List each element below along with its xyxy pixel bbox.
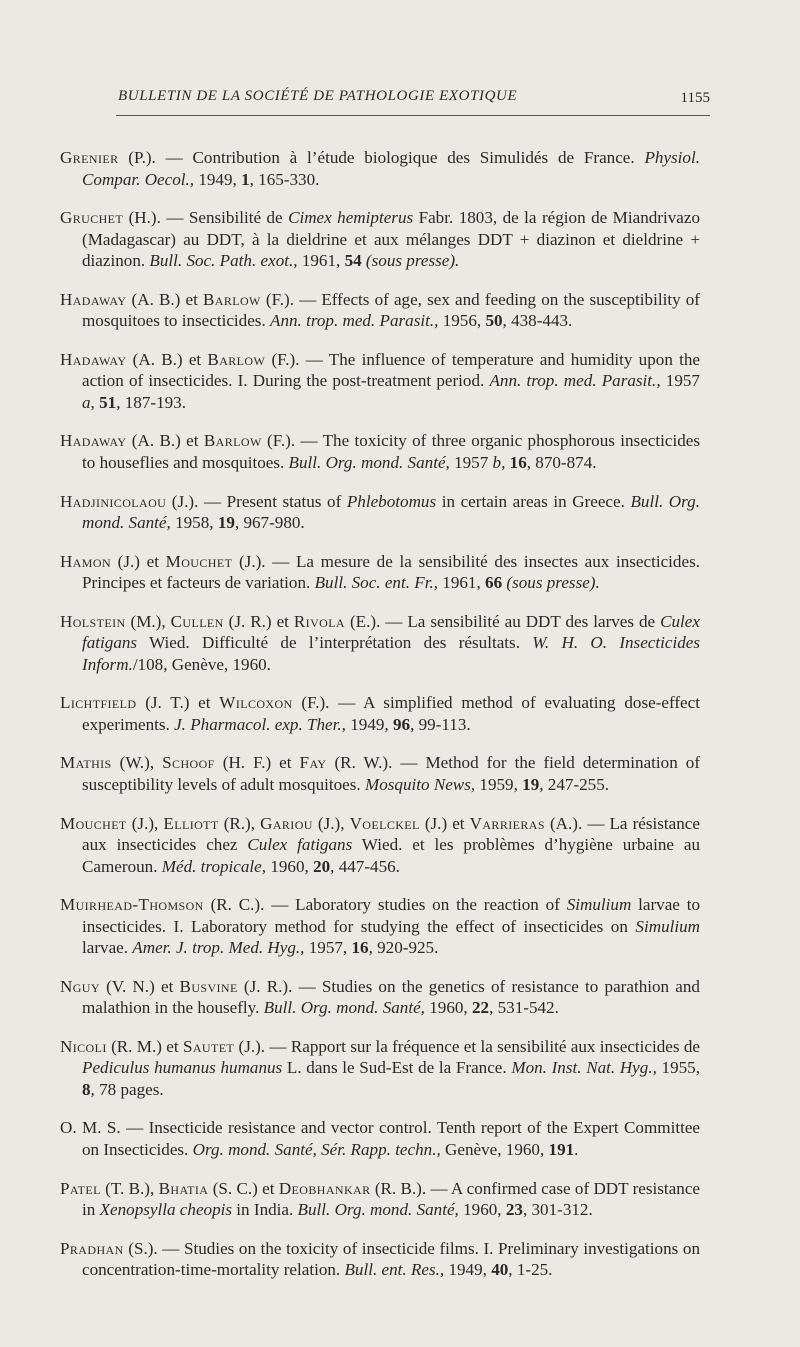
reference-grenier: Grenier (P.). — Contribution à l’étude biologique des Simulidés de France. Physiol. Compar. Oecol., 1949, 1, 165-330. [60, 148, 700, 189]
reference-hadaway-1956: Hadaway (A. B.) et Barlow (F.). — Effects of age, sex and feeding on the susceptibility of mosquitoes to insecticides. Ann. trop. med. Parasit., 1956, 50, 438-443. [60, 289, 700, 331]
reference-holstein: Holstein (M.), Cullen (J. R.) et Rivola (E.). — La sensibilité au DDT des larves de Culex fatigans Wied. Difficulté de l’interprétation des résultats. W. H. O. Insecticides Inform./108, Genève, 1960. [60, 611, 701, 674]
reference-gruchet: Gruchet (H.). — Sensibilité de Cimex hemipterus Fabr. 1803, de la région de Miandrivazo (Madagascar) au DDT, à la dieldrine et aux mélanges DDT + diazinon et dieldrine + diazinon. Bull. Soc. Path. exot., 1961, 54 (sous presse). [60, 208, 700, 271]
reference-hadjinicolaou: Hadjinicolaou (J.). — Present status of Phlebotomus in certain areas in Greece. Bull. Org. mond. Santé, 1958, 19, 967-980. [60, 491, 700, 533]
reference-mouchet: Mouchet (J.), Elliott (R.), Gariou (J.), Voelckel (J.) et Varrieras (A.). — La résistance aux insecticides chez Culex fatigans Wied. et les problèmes d’hygiène urbaine au Cameroun. Méd. tropicale, 1960, 20, 447-456. [60, 813, 700, 876]
reference-lichtfield: Lichtfield (J. T.) et Wilcoxon (F.). — A simplified method of evaluating dose-effect experiments. J. Pharmacol. exp. Ther., 1949, 96, 99-113. [60, 693, 700, 734]
reference-nicoli: Nicoli (R. M.) et Sautet (J.). — Rapport sur la fréquence et la sensibilité aux insecticides de Pediculus humanus humanus L. dans le Sud-Est de la France. Mon. Inst. Nat. Hyg., 1955, 8, 78 pages. [60, 1036, 701, 1099]
page-number: 1155 [680, 90, 710, 106]
reference-nguy: Nguy (V. N.) et Busvine (J. R.). — Studies on the genetics of resistance to parathion and malathion in the housefly. Bull. Org. mond. Santé, 1960, 22, 531-542. [60, 976, 700, 1018]
reference-pradhan: Pradhan (S.). — Studies on the toxicity of insecticide films. I. Preliminary investigations on concentration-time-mortality relation. Bull. ent. Res., 1949, 40, 1-25. [60, 1238, 700, 1280]
header-rule [116, 115, 710, 116]
running-header [116, 82, 710, 116]
reference-muirhead-thomson: Muirhead-Thomson (R. C.). — Laboratory studies on the reaction of Simulium larvae to insecticides. I. Laboratory method for studying the effect of insecticides on Simulium larvae. Amer. J. trop. Med. Hyg., 1957, 16, 920-925. [60, 895, 700, 958]
journal-title: BULLETIN DE LA SOCIÉTÉ DE PATHOLOGIE EXOTIQUE [118, 88, 518, 104]
reference-hadaway-1957a: Hadaway (A. B.) et Barlow (F.). — The influence of temperature and humidity upon the action of insecticides. I. During the post-treatment period. Ann. trop. med. Parasit., 1957 a, 51, 187-193. [60, 349, 700, 412]
reference-hamon: Hamon (J.) et Mouchet (J.). — La mesure de la sensibilité des insectes aux insecticides. Principes et facteurs de variation. Bull. Soc. ent. Fr., 1961, 66 (sous presse). [60, 551, 700, 593]
reference-mathis: Mathis (W.), Schoof (H. F.) et Fay (R. W.). — Method for the field determination of susceptibility levels of adult mosquitoes. Mosquito News, 1959, 19, 247-255. [60, 753, 701, 794]
reference-patel: Patel (T. B.), Bhatia (S. C.) et Deobhankar (R. B.). — A confirmed case of DDT resistance in Xenopsylla cheopis in India. Bull. Org. mond. Santé, 1960, 23, 301-312. [60, 1178, 700, 1219]
reference-hadaway-1957b: Hadaway (A. B.) et Barlow (F.). — The toxicity of three organic phosphorous insecticides to houseflies and mosquitoes. Bull. Org. mond. Santé, 1957 b, 16, 870-874. [60, 431, 700, 472]
reference-list [60, 130, 700, 1282]
reference-oms: O. M. S. — Insecticide resistance and vector control. Tenth report of the Expert Committee on Insecticides. Org. mond. Santé, Sér. Rapp. techn., Genève, 1960, 191. [60, 1118, 700, 1159]
